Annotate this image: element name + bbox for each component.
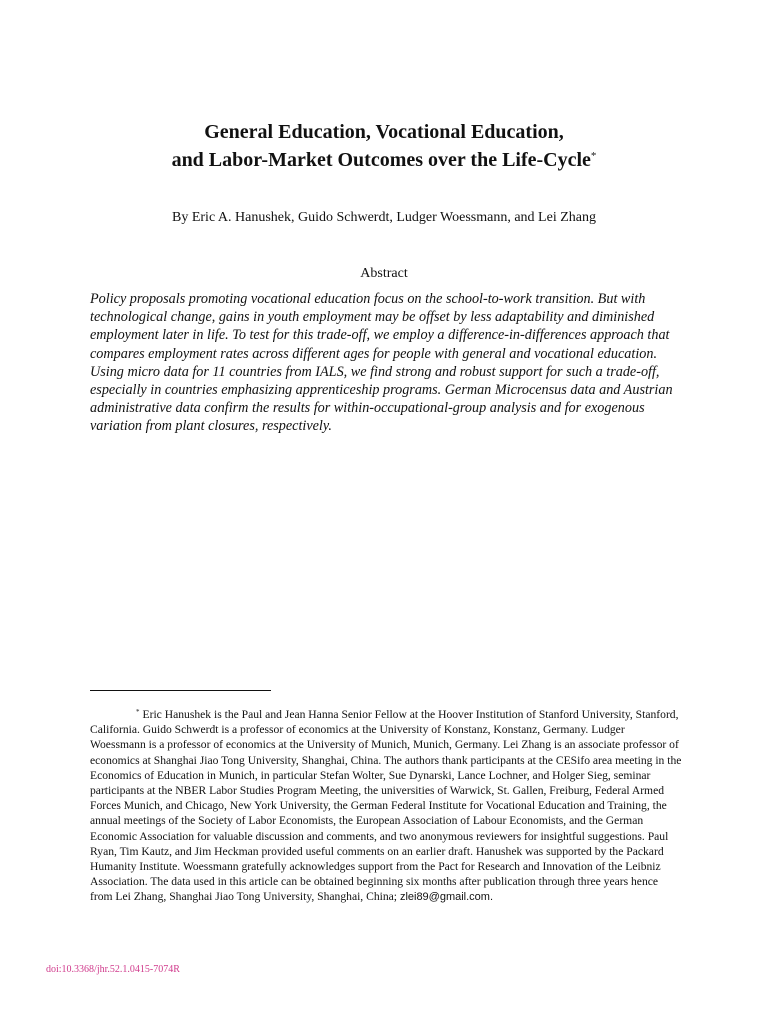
footnote-text: Eric Hanushek is the Paul and Jean Hanna Senior Fellow at the Hoover Institution of Stanford University, Stanford, California. Guido Schwerdt is a professor of economics at the University of Konstanz, Konstanz, Germany. Ludger Woessmann is a professor of economics at the University of Munich, Munich, Germany. Lei Zhang is an associate professor of economics at Shanghai Jiao Tong University, Shanghai, China. The authors thank participants at the CESifo area meeting in the Economics of Education in Munich, in particular Stefan Wolter, Sue Dynarski, Lance Lochner, and Holger Sieg, seminar participants at the NBER Labor Studies Program Meeting, the universities of Warwick, St. Gallen, Freiburg, Federal Armed Forces Munich, and Chicago, New York University, the German Federal Institute for Vocational Education and Training, the annual meetings of the Society of Labor Economists, the European Association of Labour Economists, and the German Economic Association for valuable discussion and comments, and two anonymous reviewers for insightful suggestions. Paul Ryan, Tim Kautz, and Jim Heckman provided useful comments on an earlier draft. Hanushek was supported by the Packard Humanity Institute. Woessmann gratefully acknowledges support from the Pact for Research and Innovation of the Leibniz Association. The data used in this article can be obtained beginning six months after publication through three years hence from Lei Zhang, Shanghai Jiao Tong University, Shanghai, China; — [90, 708, 682, 904]
footnote-email-link[interactable]: zlei89@gmail.com. — [399, 891, 494, 904]
title-line-1: General Education, Vocational Education, — [204, 121, 564, 143]
footnote-divider — [90, 690, 271, 691]
author-line: By Eric A. Hanushek, Guido Schwerdt, Ludger Woessmann, and Lei Zhang — [172, 210, 596, 225]
abstract-text: Policy proposals promoting vocational education focus on the school-to-work transition. But with technological change, gains in youth employment may be offset by less adaptability and diminished employment later in life. To test for this trade-off, we employ a difference-in-differences approach that compares employment rates across different ages for people with general and vocational education. Using micro data for 11 countries from IALS, we find strong and robust support for such a trade-off, especially in countries emphasizing apprenticeship programs. German Microcensus data and Austrian administrative data confirm the results for within-occupational-group analysis and for exogenous variation from plant closures, respectively. — [90, 291, 673, 435]
doi-link[interactable]: doi:10.3368/jhr.52.1.0415-7074R — [46, 964, 180, 975]
title-line-2: and Labor-Market Outcomes over the Life-Cycle — [171, 149, 591, 171]
footnote-mark: * — [136, 708, 140, 716]
title-footnote-mark: * — [590, 150, 597, 162]
paper-title — [0, 118, 768, 174]
footnote — [90, 707, 682, 906]
abstract-heading: Abstract — [360, 266, 408, 281]
